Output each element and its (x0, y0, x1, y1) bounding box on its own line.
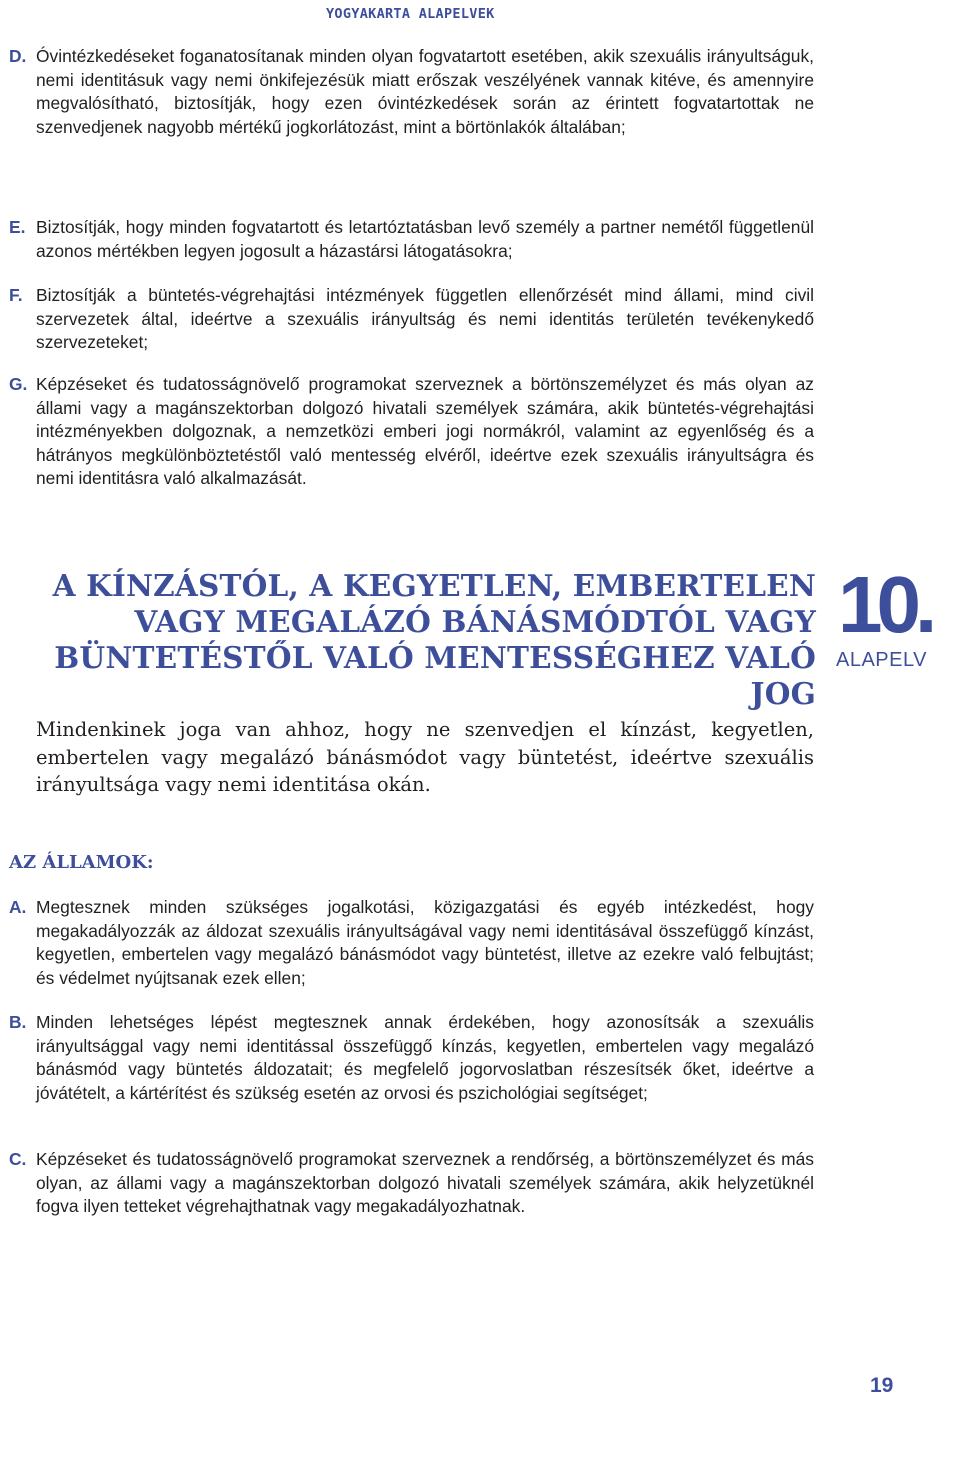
list-item-d (9, 45, 814, 139)
list-item-c (9, 1148, 814, 1219)
list-item-f (9, 284, 814, 355)
item-letter: G. (9, 374, 28, 394)
list-item-e (9, 216, 814, 263)
list-item-a (9, 896, 814, 990)
item-letter: E. (9, 217, 26, 237)
chapter-label: ALAPELV (836, 649, 927, 671)
item-text: Képzéseket és tudatosságnövelő programokat szerveznek a börtönszemélyzet és más olyan az állami vagy a magánszektorban dolgozó hivatali személyek számára, akik büntetés-végrehajtási intézményekben dolgoznak, a nemzetközi emberi jogi normákról, valamint az egyenlőség és a hátrányos megkülönböztetéstől való mentesség elvéről, ideértve ezek szexuális irányultságra és nemi identitásra való alkalmazását. (36, 374, 814, 488)
running-header: YOGYAKARTA ALAPELVEK (326, 6, 495, 22)
item-letter: D. (9, 46, 27, 66)
item-text: Óvintézkedéseket foganatosítanak minden olyan fogvatartott esetében, akik szexuális irányultságuk, nemi identitásuk vagy nemi önkifejezésük miatt erőszak veszélyének vannak kitéve, és amennyire megvalósítható, biztosítják, hogy ezen óvintézkedések során az érintett fogvatartottak ne szenvedjenek nagyobb mértékű jogkorlátozást, mint a börtönlakók általában; (36, 46, 814, 137)
list-item-g (9, 373, 814, 491)
item-text: Képzéseket és tudatosságnövelő programokat szerveznek a rendőrség, a börtönszemélyzet és más olyan, az állami vagy a magánszektorban dolgozó hivatali személyek számára, akik helyzetüknél fogva ilyen tetteket végrehajthatnak vagy megakadályozhatnak. (36, 1149, 814, 1216)
item-text: Megtesznek minden szükséges jogalkotási, közigazgatási és egyéb intézkedést, hogy megakadályozzák az áldozat szexuális irányultságával vagy nemi identitásával összefüggő kínzást, kegyetlen, embertelen vagy megalázó bánásmódot vagy büntetést, illetve az ezekre való felbujtást; és védelmet nyújtsanak ezek ellen; (36, 897, 814, 988)
item-text: Biztosítják, hogy minden fogvatartott és letartóztatásban levő személy a partner nemétől függetlenül azonos mértékben legyen jogosult a házastársi látogatásokra; (36, 217, 814, 261)
item-text: Biztosítják a büntetés-végrehajtási intézmények független ellenőrzését mind állami, mind civil szervezetek által, ideértve a szexuális irányultság és nemi identitás területén tevékenykedő szervezeteket; (36, 285, 814, 352)
page-number: 19 (870, 1374, 894, 1397)
section-heading: AZ ÁLLAMOK: (9, 852, 154, 873)
chapter-title: A KÍNZÁSTÓL, A KEGYETLEN, EMBERTELEN VAGY MEGALÁZÓ BÁNÁSMÓDTÓL VAGY BÜNTETÉSTŐL VALÓ MENTESSÉGHEZ VALÓ JOG (52, 568, 816, 711)
item-letter: B. (9, 1012, 27, 1032)
chapter-number: 10. (838, 560, 932, 649)
principle-intro: Mindenkinek joga van ahhoz, hogy ne szenvedjen el kínzást, kegyetlen, embertelen vagy megalázó bánásmódot vagy büntetést, ideértve szexuális irányultsága vagy nemi identitása okán. (36, 718, 814, 796)
item-letter: C. (9, 1149, 27, 1169)
list-item-b (9, 1011, 814, 1105)
item-letter: F. (9, 285, 23, 305)
item-text: Minden lehetséges lépést megtesznek annak érdekében, hogy azonosítsák a szexuális irányultsággal vagy nemi identitással összefüggő kínzás, kegyetlen, embertelen vagy megalázó bánásmód vagy büntetés áldozatait; és megfelelő jogorvoslatban részesítsék őket, ideértve a jóvátételt, a kártérítést és szükség esetén az orvosi és pszichológiai segítséget; (36, 1012, 814, 1103)
item-letter: A. (9, 897, 27, 917)
